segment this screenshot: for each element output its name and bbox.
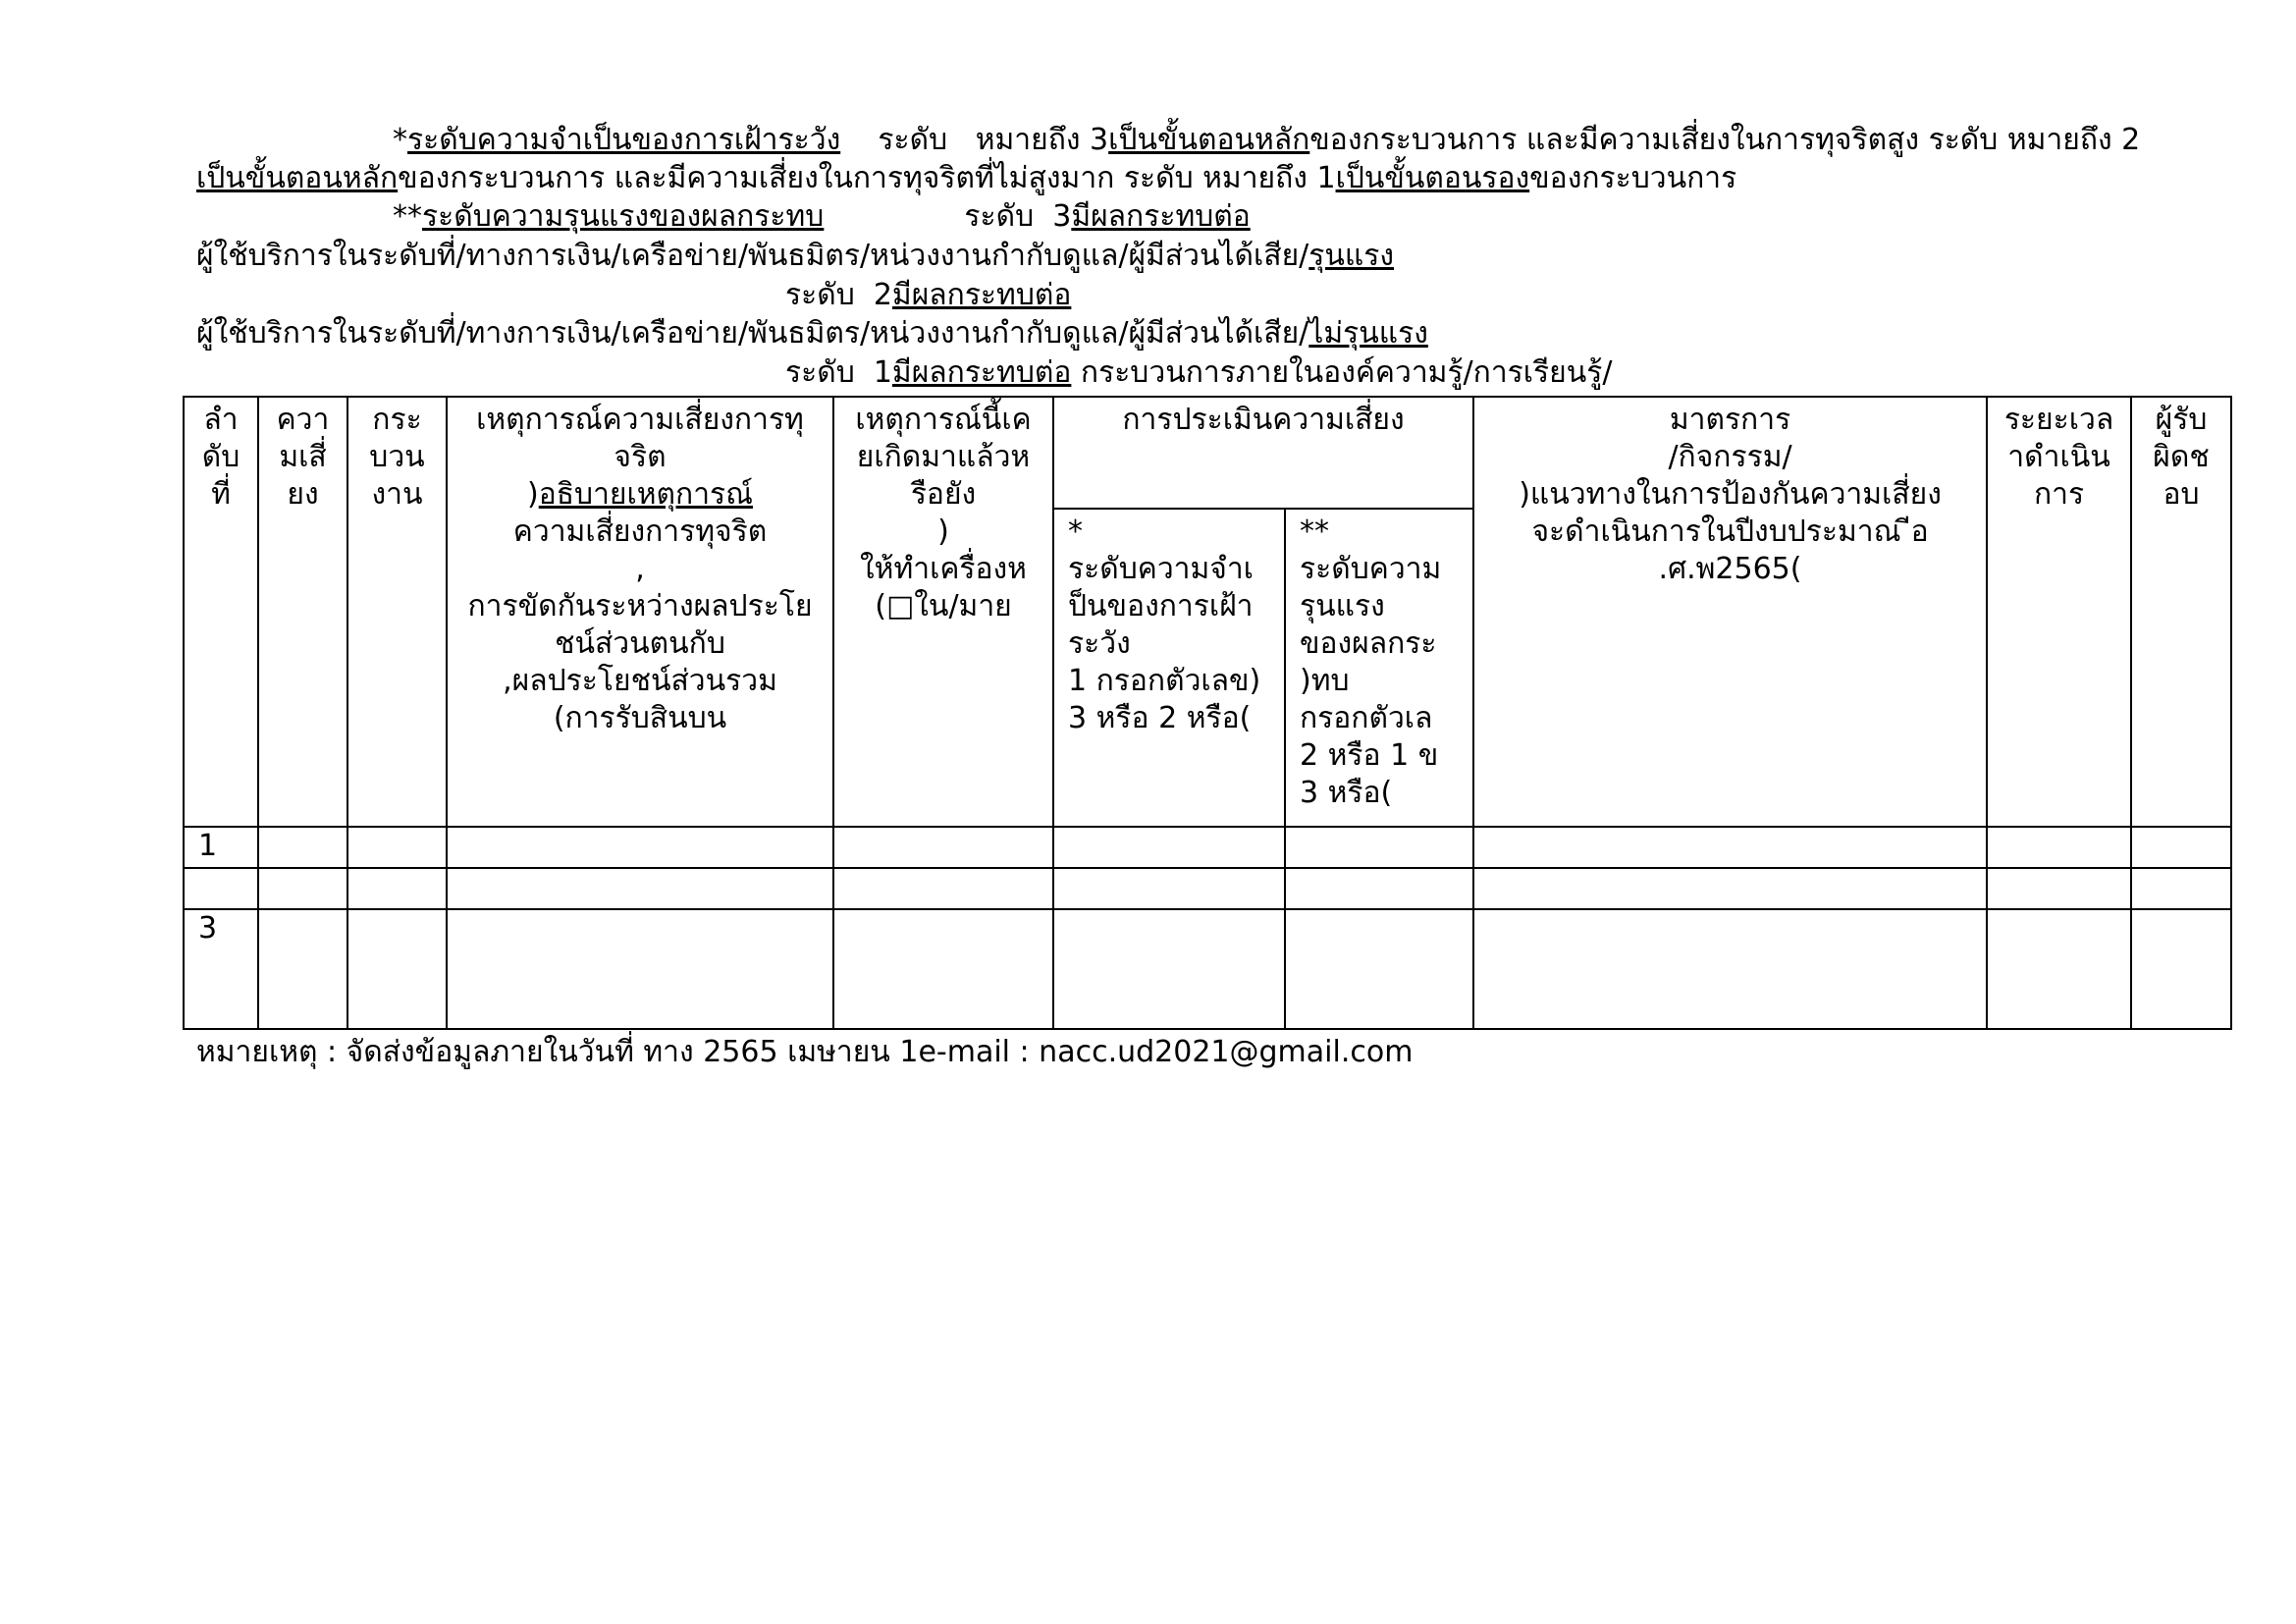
legend-prefix: ระดับ 1 xyxy=(785,355,892,390)
cell-occurred xyxy=(833,827,1053,868)
header-occurred: เหตุการณ์นี้เค ยเกิดมาแล้วห รือยัง ) ให้ทำเครื่องห (□ใน/มาย xyxy=(833,397,1053,827)
legend-line-2 xyxy=(196,161,1736,196)
cell-duration xyxy=(1987,868,2131,909)
header-row-1 xyxy=(184,397,2231,509)
cell-measures xyxy=(1473,909,1987,1029)
cell-measures xyxy=(1473,827,1987,868)
legend-line-3 xyxy=(393,199,1251,235)
header-severity: ** ระดับความ รุนแรง ของผลกระ )ทบ กรอกตัวเล 2 หรือ 1 ข 3 หรือ( xyxy=(1285,509,1473,827)
cell-responsible xyxy=(2131,909,2231,1029)
legend-term-impact: มีผลกระทบต่อ xyxy=(891,278,1072,312)
legend-prefix: * xyxy=(393,123,407,157)
table-row xyxy=(184,827,2231,868)
header-event-describe-term: อธิบายเหตุการณ์ xyxy=(538,477,753,512)
legend-line-7 xyxy=(785,355,1612,391)
legend-text: ผู้ใช้บริการในระดับที่/ทางการเงิน/เครือข่าย/พันธมิตร/หน่วงงานกำกับดูแล/ผู้มีส่วนได้เสีย/ xyxy=(196,239,1309,273)
header-no: ลำ ดับ ที่ xyxy=(184,397,258,827)
cell-severity xyxy=(1285,827,1473,868)
table-row xyxy=(184,868,2231,909)
legend-text: ของกระบวนการ xyxy=(1529,161,1737,195)
cell-process xyxy=(347,827,447,868)
cell-duration xyxy=(1987,827,2131,868)
legend-term-severity: ระดับความรุนแรงของผลกระทบ xyxy=(422,199,825,234)
legend-text: ระดับ 3 xyxy=(824,199,1072,234)
header-event-paren: ) xyxy=(527,477,539,512)
legend-prefix: ระดับ 2 xyxy=(785,278,892,312)
legend-term-necessity: ระดับความจำเป็นของการเฝ้าระวัง xyxy=(407,123,841,157)
header-duration: ระยะเวล าดำเนิน การ xyxy=(1987,397,2131,827)
cell-process xyxy=(347,909,447,1029)
cell-occurred xyxy=(833,909,1053,1029)
cell-duration xyxy=(1987,909,2131,1029)
legend-term-main-step: เป็นขั้นตอนหลัก xyxy=(1108,123,1310,157)
legend-text: ผู้ใช้บริการในระดับที่/ทางการเงิน/เครือข่าย/พันธมิตร/หน่วงงานกำกับดูแล/ผู้มีส่วนได้เสีย/ xyxy=(196,316,1309,351)
risk-assessment-table xyxy=(183,396,2232,1030)
cell-measures xyxy=(1473,868,1987,909)
header-responsible: ผู้รับ ผิดช อบ xyxy=(2131,397,2231,827)
legend-term-not-severe: ไม่รุนแรง xyxy=(1308,316,1428,351)
cell-process xyxy=(347,868,447,909)
legend-prefix: ** xyxy=(393,199,422,234)
legend-term-main-step: เป็นขั้นตอนหลัก xyxy=(196,161,399,195)
legend-text: ของกระบวนการ และมีความเสี่ยงในการทุจริตสูง ระดับ หมายถึง 2 xyxy=(1309,123,2141,157)
table-row xyxy=(184,909,2231,1029)
cell-severity xyxy=(1285,868,1473,909)
cell-risk xyxy=(258,827,347,868)
legend-term-impact: มีผลกระทบต่อ xyxy=(891,355,1072,390)
header-process: กระ บวน งาน xyxy=(347,397,447,827)
header-risk: ควา มเสี่ ยง xyxy=(258,397,347,827)
cell-event xyxy=(447,827,833,868)
legend-term-impact: มีผลกระทบต่อ xyxy=(1071,199,1251,234)
header-event-title: เหตุการณ์ความเสี่ยงการทุ จริต xyxy=(476,403,804,474)
header-event-describe xyxy=(448,476,832,514)
cell-necessity xyxy=(1053,827,1285,868)
legend-term-secondary-step: เป็นขั้นตอนรอง xyxy=(1335,161,1530,195)
legend-line-4 xyxy=(196,239,1394,274)
legend-text: ระดับ หมายถึง 3 xyxy=(840,123,1109,157)
header-event xyxy=(447,397,833,827)
cell-necessity xyxy=(1053,868,1285,909)
cell-risk xyxy=(258,909,347,1029)
legend-line-5 xyxy=(785,278,1071,313)
legend-text: กระบวนการภายในองค์ความรู้/การเรียนรู้/ xyxy=(1071,355,1613,390)
row-number xyxy=(184,868,258,909)
cell-necessity xyxy=(1053,909,1285,1029)
legend-line-1 xyxy=(393,123,2140,158)
legend-term-severe: รุนแรง xyxy=(1308,239,1394,273)
row-number: 1 xyxy=(184,827,258,868)
header-necessity: * ระดับความจำเ ป็นของการเฝ้า ระวัง 1 กรอกตัวเลข) 3 หรือ 2 หรือ( xyxy=(1053,509,1285,827)
row-number: 3 xyxy=(184,909,258,1029)
cell-risk xyxy=(258,868,347,909)
header-event-detail: ความเสี่ยงการทุจริต , การขัดกันระหว่างผลประโย ชน์ส่วนตนกับ ,ผลประโยชน์ส่วนรวม (การรับสินบน xyxy=(467,514,813,735)
header-measures: มาตรการ /กิจกรรม/ )แนวทางในการป้องกันความเสี่ยง จะดำเนินการในปีงบประมาณ ีอ .ศ.พ2565( xyxy=(1473,397,1987,827)
header-assessment: การประเมินความเสี่ยง xyxy=(1053,397,1473,509)
legend-line-6 xyxy=(196,316,1428,352)
cell-responsible xyxy=(2131,827,2231,868)
footer-note: หมายเหตุ : จัดส่งข้อมูลภายในวันที่ ทาง 2565 เมษายน 1e-mail : nacc.ud2021@gmail.com xyxy=(196,1035,1414,1069)
cell-occurred xyxy=(833,868,1053,909)
cell-responsible xyxy=(2131,868,2231,909)
cell-severity xyxy=(1285,909,1473,1029)
legend-text: ของกระบวนการ และมีความเสี่ยงในการทุจริตที่ไม่สูงมาก ระดับ หมายถึง 1 xyxy=(398,161,1336,195)
cell-event xyxy=(447,909,833,1029)
cell-event xyxy=(447,868,833,909)
